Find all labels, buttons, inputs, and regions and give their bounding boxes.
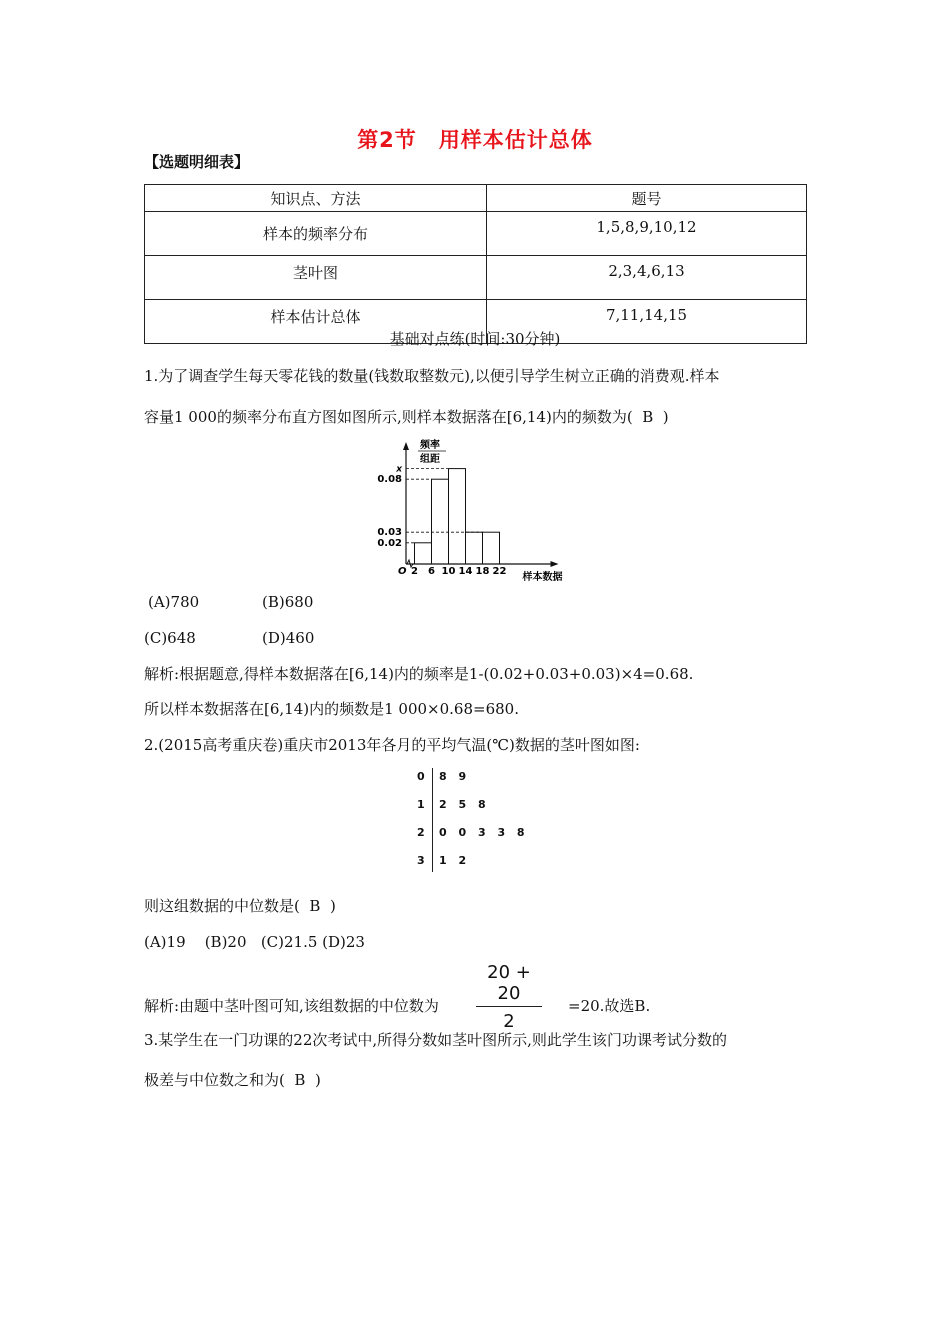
section-heading: 基础对点练(时间:30分钟): [389, 330, 561, 348]
stem-value: 0: [417, 770, 425, 783]
stem-value: 3: [417, 854, 425, 867]
x-tick-label: 22: [492, 566, 507, 577]
fraction-denominator: 2: [503, 1011, 515, 1032]
table-header-numbers: 题号: [487, 185, 807, 212]
x-tick-label: 2: [411, 566, 418, 577]
y-axis-label-top: 频率: [420, 440, 440, 451]
q1-option-b: (B)680: [262, 593, 314, 611]
histogram-bar: [432, 479, 449, 564]
q2-solution-prefix: 解析:由题中茎叶图可知,该组数据的中位数为: [144, 997, 439, 1015]
title-topic: 用样本估计总体: [438, 128, 593, 152]
title-section-number: 第2节: [357, 128, 417, 152]
table-cell-numbers: 1,5,8,9,10,12: [487, 212, 807, 256]
q3-text-line-2: 极差与中位数之和为( B ): [144, 1071, 321, 1089]
table-row: [145, 256, 807, 300]
table-header-row: [145, 185, 807, 212]
fraction-numerator: 20 + 20: [487, 962, 531, 1004]
q1-text-line-2: 容量1 000的频率分布直方图如图所示,则样本数据落在[6,14)内的频数为( B ): [144, 408, 669, 426]
x-tick-label: 6: [428, 566, 435, 577]
y-tick-label: x: [396, 464, 402, 475]
selection-table-label: 【选题明细表】: [144, 153, 250, 171]
table-cell-topic: 样本的频率分布: [145, 212, 487, 256]
histogram-bar: [449, 469, 466, 564]
q2-solution-suffix: =20.故选B.: [568, 997, 651, 1015]
table-cell-numbers: 2,3,4,6,13: [487, 256, 807, 300]
y-tick-label: 0.03: [377, 527, 402, 539]
leaf-values: 0 0 3 3 8: [439, 826, 525, 839]
y-axis-arrow: [403, 442, 409, 450]
x-tick-label: 14: [458, 566, 473, 577]
q1-solution-line-2: 所以样本数据落在[6,14)内的频数是1 000×0.68=680.: [144, 700, 519, 718]
q1-solution-line-1: 解析:根据题意,得样本数据落在[6,14)内的频率是1-(0.02+0.03+0.03)×4=0.68.: [144, 665, 694, 683]
table-cell-topic: 茎叶图: [145, 256, 487, 300]
page-title: [0, 124, 950, 154]
y-tick-label: 0.08: [377, 474, 402, 486]
x-tick-label: 10: [441, 566, 456, 577]
y-axis-label-bottom: 组距: [420, 454, 440, 465]
q1-option-c: (C)648: [144, 629, 196, 647]
table-cell-numbers: 7,11,14,15: [487, 300, 807, 344]
stem-divider: [432, 768, 433, 872]
stem-value: 1: [417, 798, 425, 811]
histogram-bar: [415, 543, 432, 564]
y-tick-label: 0.02: [377, 537, 402, 549]
histogram-bar: [483, 532, 500, 564]
selection-detail-table: [144, 184, 807, 344]
leaf-values: 1 2: [439, 854, 467, 867]
q3-text-line-1: 3.某学生在一门功课的22次考试中,所得分数如茎叶图所示,则此学生该门功课考试分数的: [144, 1031, 727, 1049]
x-axis-label: 样本数据: [522, 572, 563, 583]
stem-and-leaf-plot: [392, 764, 552, 874]
q2-text: 2.(2015高考重庆卷)重庆市2013年各月的平均气温(℃)数据的茎叶图如图:: [144, 736, 640, 754]
q1-option-d: (D)460: [262, 629, 315, 647]
stem-value: 2: [417, 826, 425, 839]
median-fraction: [476, 962, 542, 1032]
table-cell-topic: 样本估计总体: [145, 300, 487, 344]
leaf-values: 8 9: [439, 770, 467, 783]
table-row: [145, 212, 807, 256]
x-tick-label: 18: [475, 566, 490, 577]
q1-text-line-1: 1.为了调查学生每天零花钱的数量(钱数取整数元),以便引导学生树立正确的消费观.样本: [144, 367, 720, 385]
q2-question: 则这组数据的中位数是( B ): [144, 897, 336, 915]
origin-label: O: [398, 566, 407, 577]
q1-option-a: (A)780: [148, 593, 200, 611]
table-header-topic: 知识点、方法: [145, 185, 487, 212]
q2-options: (A)19 (B)20 (C)21.5 (D)23: [144, 933, 365, 951]
histogram-bar: [466, 532, 483, 564]
leaf-values: 2 5 8: [439, 798, 486, 811]
x-axis-arrow: [551, 561, 559, 567]
frequency-histogram: [377, 434, 580, 586]
